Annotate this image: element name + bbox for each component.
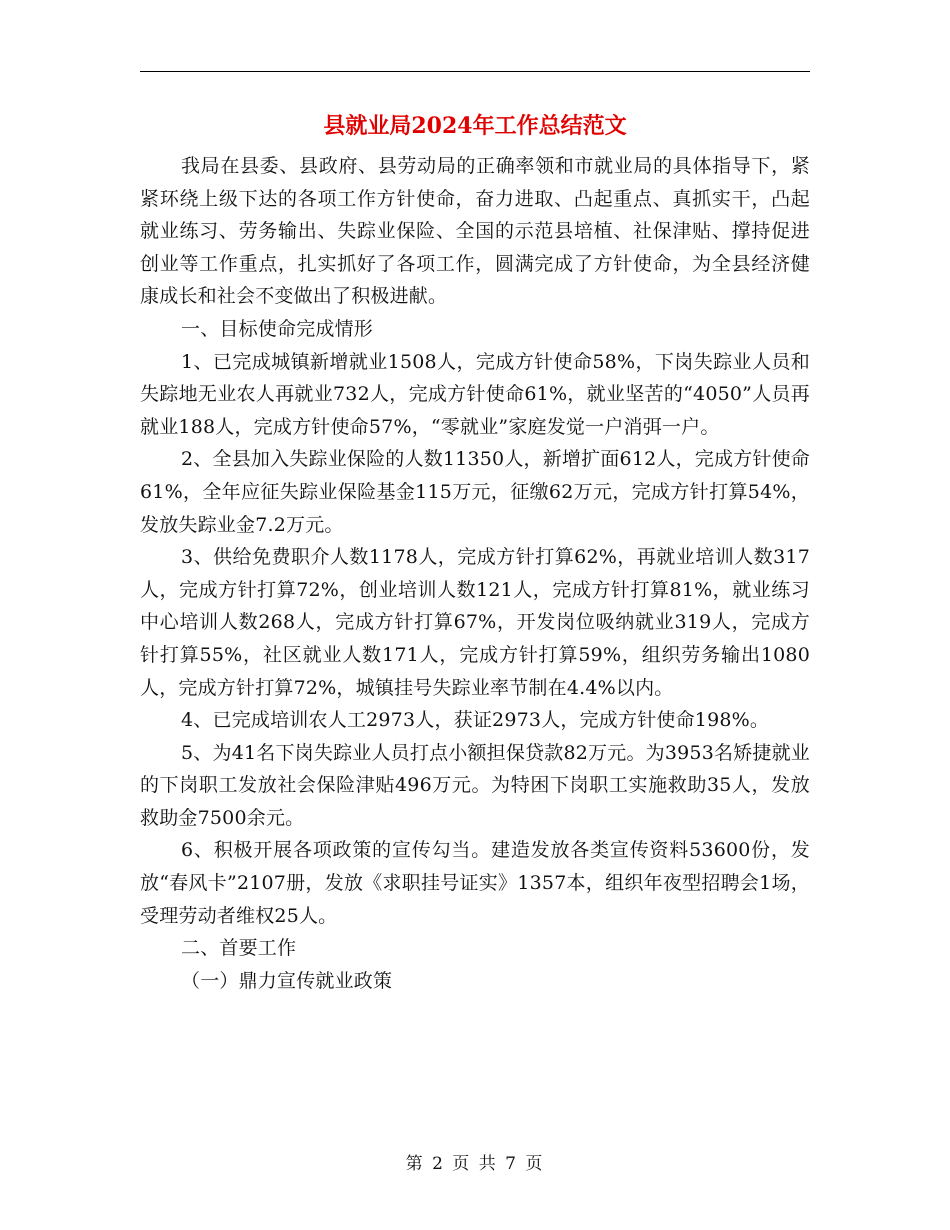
target-item-2: 2、全县加入失踪业保险的人数11350人，新增扩面612人，完成方针使命61%，全年应征失踪业保险基金115万元，征缴62万元，完成方针打算54%，发放失踪业金7.2万元。 [140, 448, 810, 536]
document-title: 县就业局2024年工作总结范文 [323, 113, 627, 139]
section-heading-main-work: 二、首要工作 [181, 937, 297, 960]
target-item-3: 3、供给免费职介人数1178人，完成方针打算62%，再就业培训人数317人，完成方针打算72%，创业培训人数121人，完成方针打算81%，就业练习中心培训人数268人，完成方针打算67%，开发岗位吸纳就业319人，完成方针打算55%，社区就业人数171人，完成方针打算59%，组织劳务输出1080人，完成方针打算72%，城镇挂号失踪业率节制在4.4%以内。 [140, 546, 810, 699]
subsection-heading-1: （一）鼎力宣传就业政策 [181, 969, 393, 992]
target-item-5: 5、为41名下岗失踪业人员打点小额担保贷款82万元。为3953名矫捷就业的下岗职工发放社会保险津贴496万元。为特困下岗职工实施救助35人，发放救助金7500余元。 [140, 741, 810, 829]
page-number: 第 2 页 共 7 页 [405, 1154, 545, 1174]
target-item-6: 6、积极开展各项政策的宣传勾当。建造发放各类宣传资料53600份，发放“春风卡”2107册，发放《求职挂号证实》1357本，组织年夜型招聘会1场，受理劳动者维权25人。 [140, 839, 810, 927]
section-heading-targets: 一、目标使命完成情形 [181, 317, 374, 340]
target-item-1: 1、已完成城镇新增就业1508人，完成方针使命58%，下岗失踪业人员和失踪地无业农人再就业732人，完成方针使命61%，就业坚苦的“4050”人员再就业188人，完成方针使命57%，“零就业”家庭发觉一户消弭一户。 [140, 350, 810, 438]
intro-paragraph: 我局在县委、县政府、县劳动局的正确率领和市就业局的具体指导下，紧紧环绕上级下达的各项工作方针使命，奋力进取、凸起重点、真抓实干，凸起就业练习、劳务输出、失踪业保险、全国的示范县培植、社保津贴、撑持促进创业等工作重点，扎实抓好了各项工作，圆满完成了方针使命，为全县经济健康成长和社会不变做出了积极进献。 [140, 155, 810, 308]
target-item-4: 4、已完成培训农人工2973人，获证2973人，完成方针使命198%。 [181, 709, 770, 732]
header-rule [140, 71, 810, 72]
document-body [140, 150, 810, 997]
